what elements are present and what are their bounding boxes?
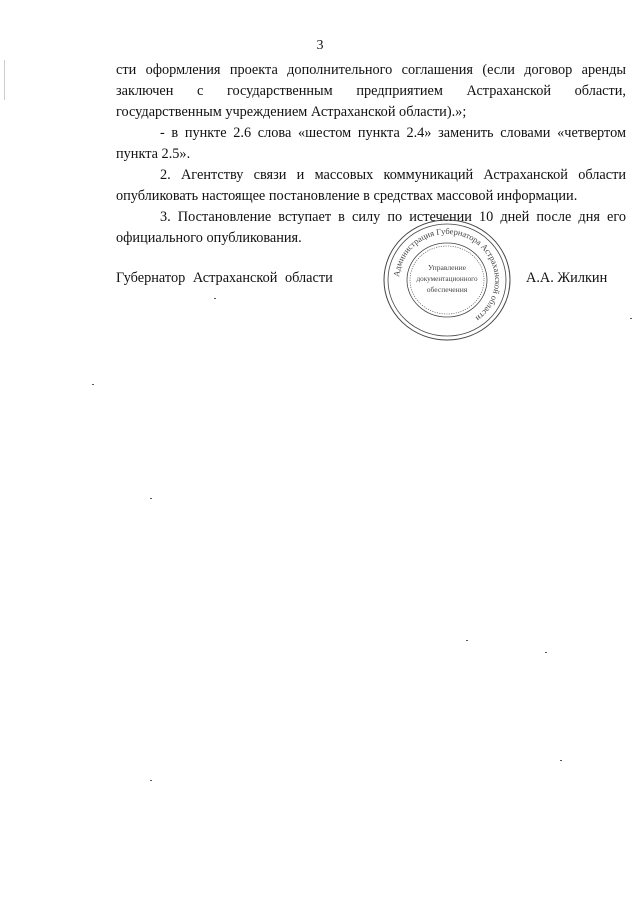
stamp-ring-text: Администрация Губернатора Астраханской области	[391, 225, 504, 324]
signatory-title: Губернатор Астраханской области	[116, 270, 333, 286]
scan-speck	[150, 498, 152, 499]
scan-edge-mark	[4, 60, 5, 100]
official-seal-stamp	[381, 218, 513, 342]
paragraph-amendment: - в пункте 2.6 слова «шестом пункта 2.4» заменить словами «четвертом пункта 2.5».	[116, 125, 626, 162]
signatory-name: А.А. Жилкин	[526, 270, 608, 286]
scan-speck	[560, 760, 562, 761]
scan-speck	[466, 640, 468, 641]
page-number: 3	[316, 38, 324, 53]
stamp-center-line-1: Управление	[427, 263, 467, 272]
paragraph-publication: 2. Агентству связи и массовых коммуникаций Астраханской области опубликовать настоящее постановление в средствах массовой информации.	[116, 167, 626, 204]
paragraph-continuation: сти оформления проекта дополнительного соглашения (если договор аренды заключен с государственным предприятием Астраханской области, государственным учреждением Астраханской области).»;	[116, 62, 626, 120]
scan-speck	[630, 318, 632, 319]
scan-speck	[545, 652, 547, 653]
paragraph-effective-date: 3. Постановление вступает в силу по истечении 10 дней после дня его официального опубликования.	[116, 209, 626, 246]
scan-speck	[92, 384, 94, 385]
stamp-center-line-3: обеспечения	[426, 285, 468, 294]
scan-speck	[214, 298, 216, 299]
scan-speck	[150, 780, 152, 781]
document-body	[116, 60, 626, 249]
stamp-center-line-2: документационного	[416, 275, 478, 283]
